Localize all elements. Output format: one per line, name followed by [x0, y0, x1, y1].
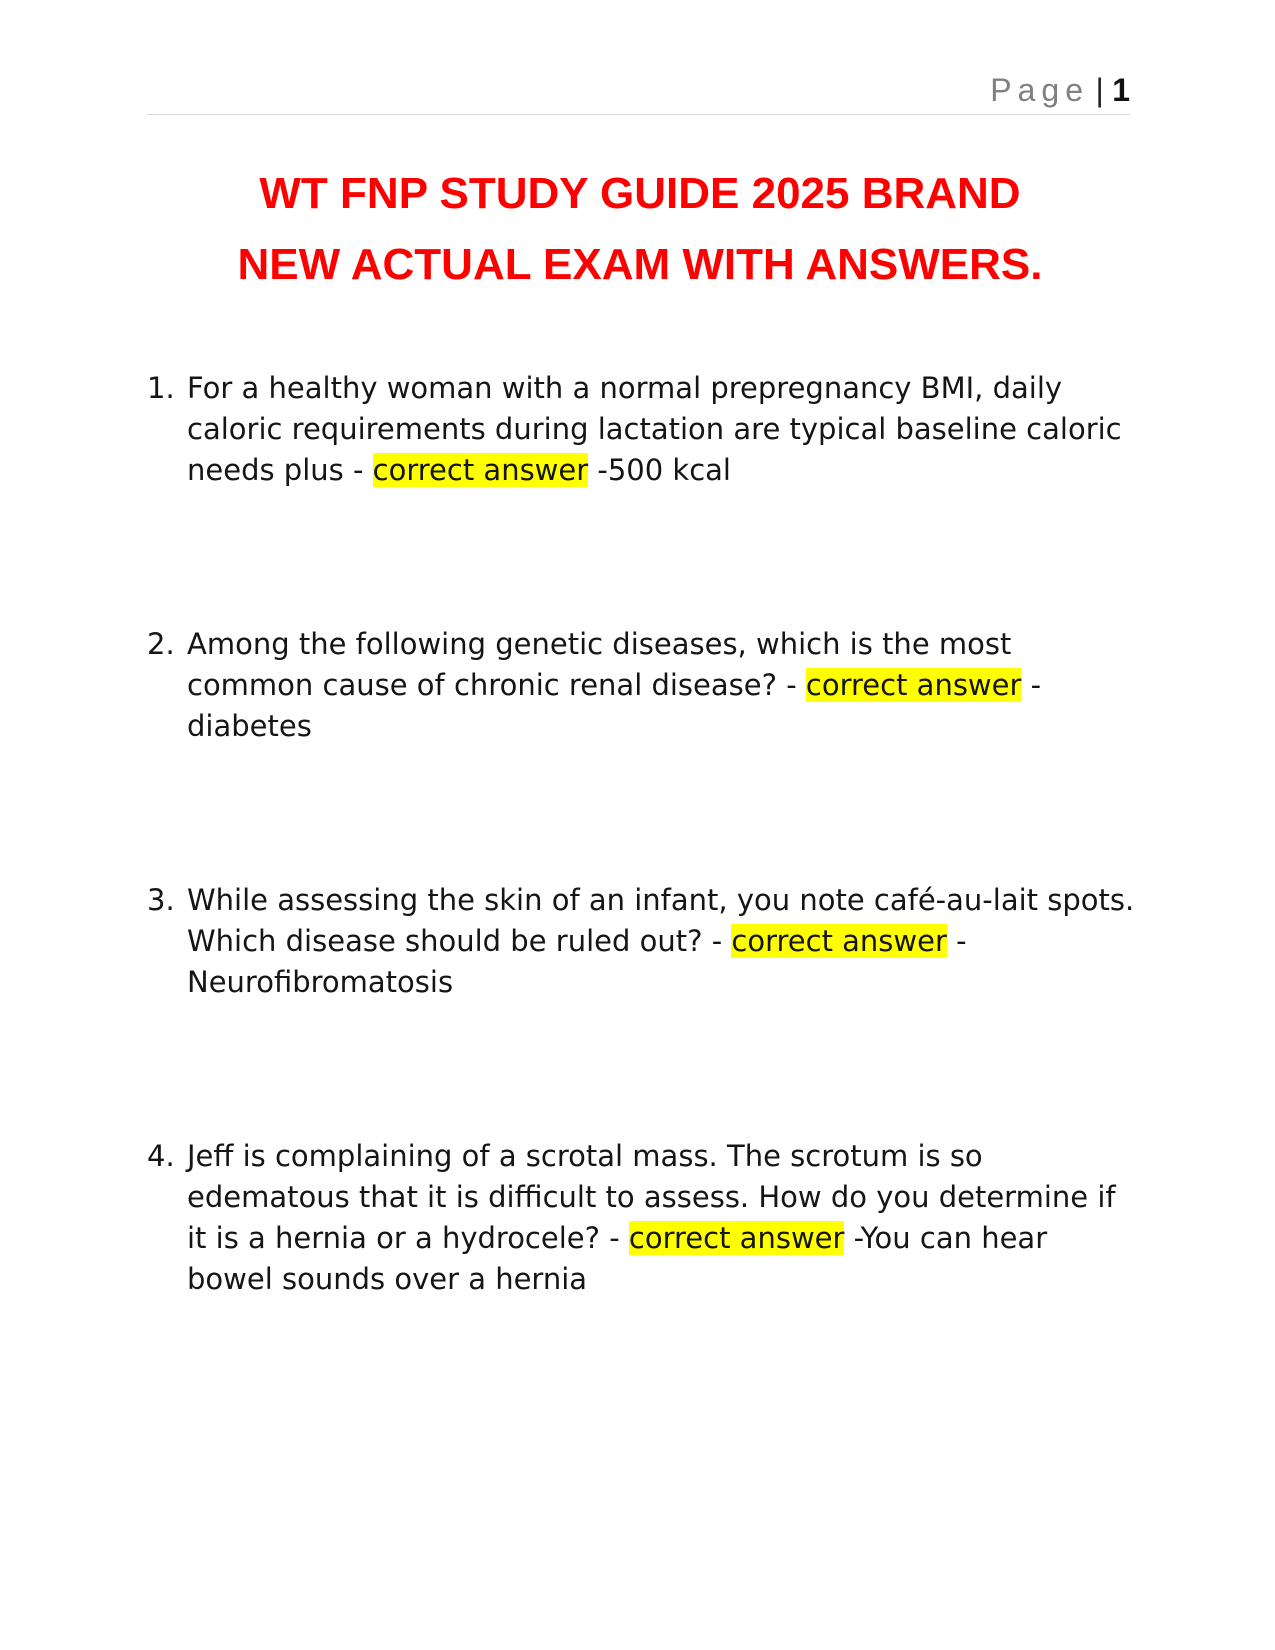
question-number: 3. — [147, 883, 175, 917]
answer-text: -You can hear bowel sounds over a hernia — [187, 1221, 1048, 1296]
title-line-1: WT FNP STUDY GUIDE 2025 BRAND — [259, 169, 1021, 218]
question-item — [147, 368, 1137, 491]
correct-answer-marker: correct answer — [372, 453, 589, 487]
question-text: While assessing the skin of an infant, you note café-au-lait spots. Which disease should be ruled out? - — [187, 883, 1135, 958]
question-text: For a healthy woman with a normal prepregnancy BMI, daily caloric requirements during lactation are typical baseline caloric needs plus - — [187, 371, 1122, 487]
correct-answer-marker: correct answer — [628, 1221, 845, 1255]
page-separator: | — [1095, 72, 1104, 108]
question-number: 1. — [147, 371, 175, 405]
page-label: Page — [990, 72, 1089, 108]
question-item — [147, 624, 1137, 747]
question-item — [147, 1136, 1137, 1300]
answer-text: - diabetes — [187, 668, 1042, 743]
correct-answer-marker: correct answer — [731, 924, 947, 958]
question-text: Jeff is complaining of a scrotal mass. The scrotum is so edematous that it is difficult to assess. How do you determine if it is a hernia or a hydrocele? - — [187, 1139, 1116, 1255]
title-line-2: NEW ACTUAL EXAM WITH ANSWERS. — [237, 240, 1043, 289]
answer-text: -500 kcal — [597, 453, 731, 487]
correct-answer-marker: correct answer — [805, 668, 1022, 702]
page-number: 1 — [1112, 72, 1130, 108]
question-number: 2. — [147, 627, 175, 661]
question-item — [147, 880, 1137, 1003]
page-header — [147, 72, 1130, 115]
question-number: 4. — [147, 1139, 175, 1173]
question-text: Among the following genetic diseases, which is the most common cause of chronic renal disease? - — [187, 627, 1012, 702]
document-title — [140, 158, 1140, 300]
answer-text: - Neurofibromatosis — [187, 924, 967, 999]
question-list — [147, 368, 1137, 1433]
